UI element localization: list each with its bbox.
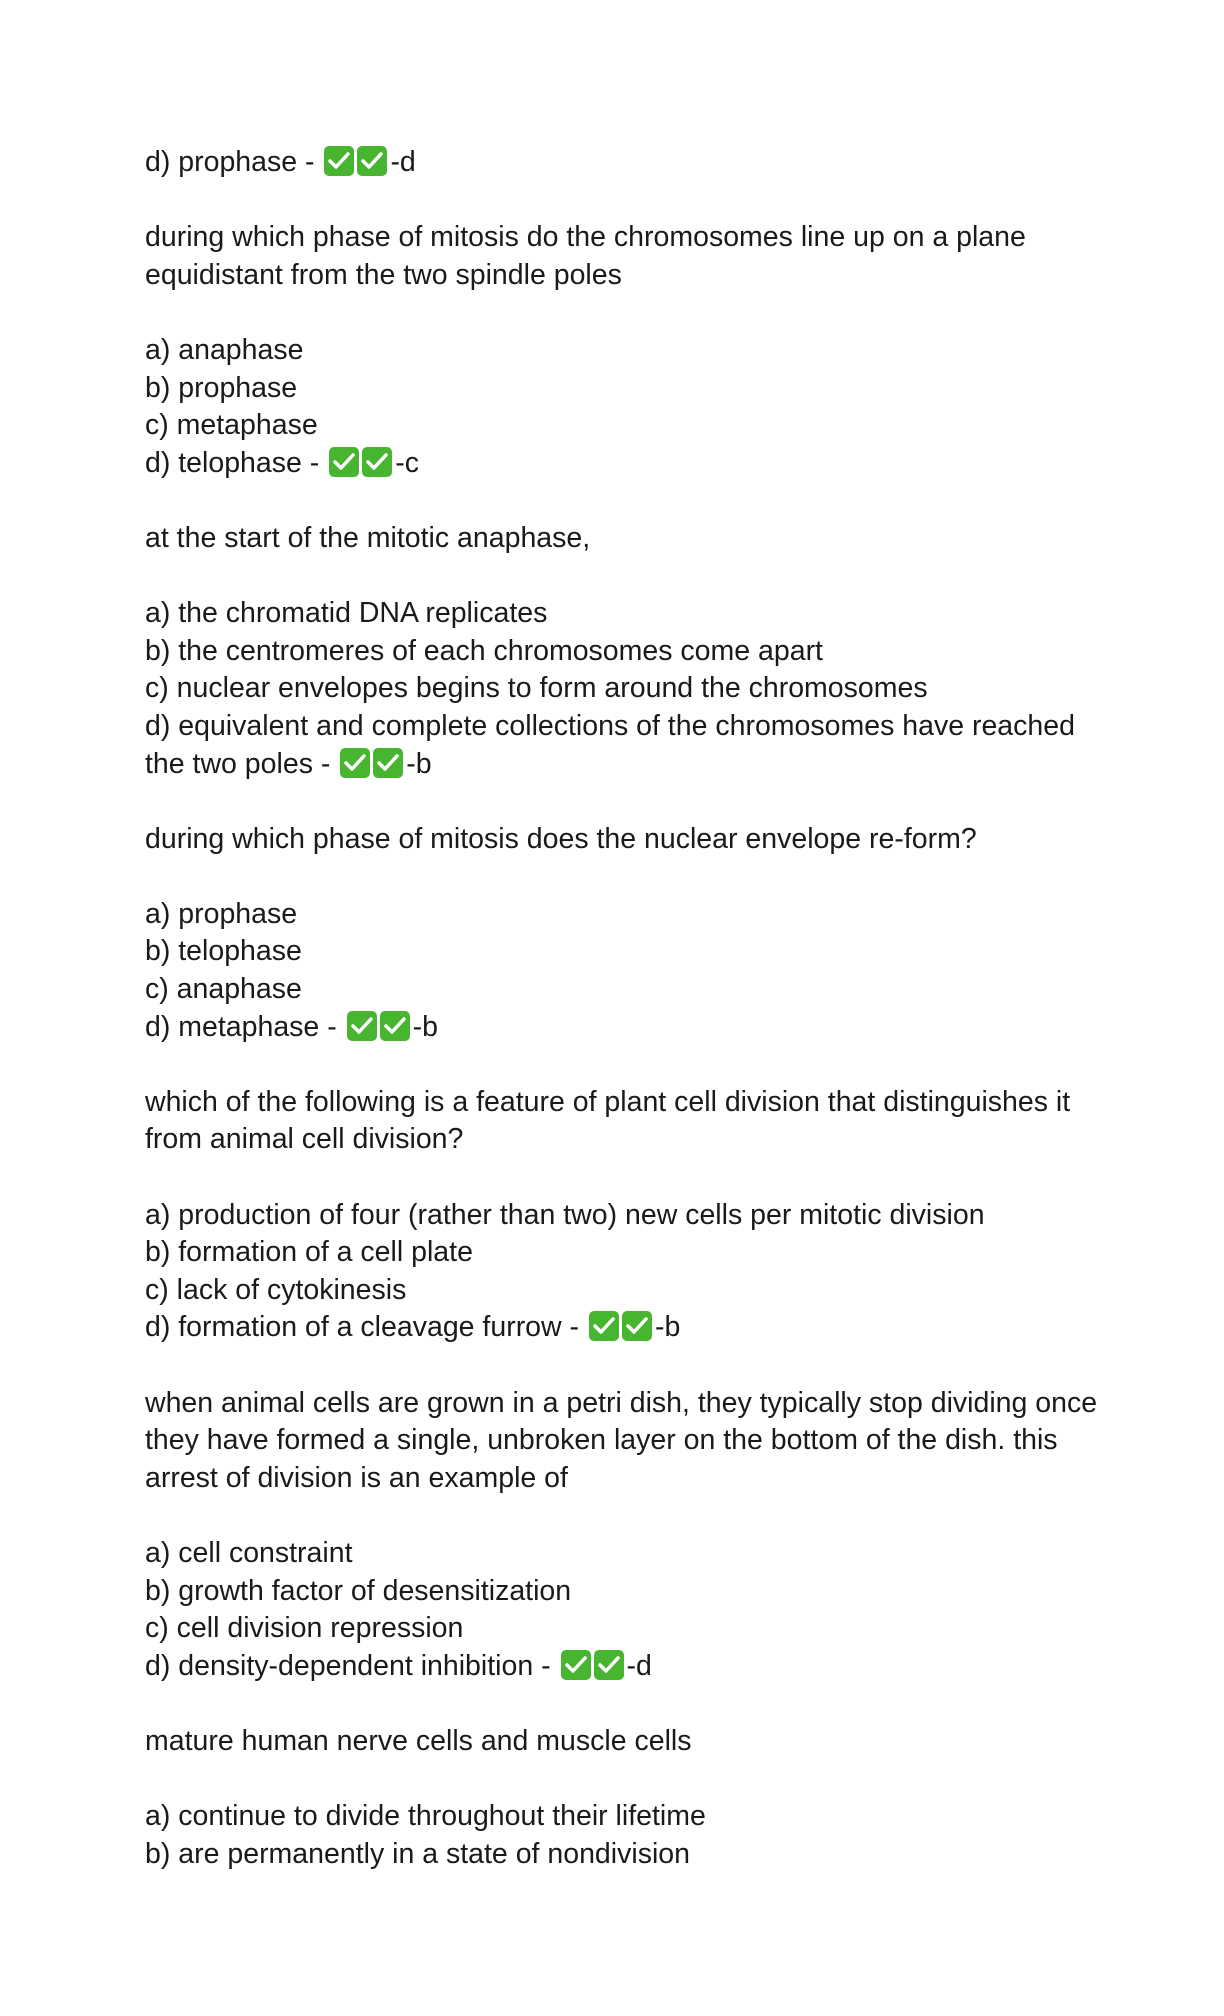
option-text: b) prophase	[145, 371, 298, 404]
option-text: b) formation of a cell plate	[145, 1236, 473, 1269]
answer-checks	[340, 746, 406, 784]
option-text: c) anaphase	[145, 973, 302, 1006]
question-text: from animal cell division?	[145, 1123, 464, 1156]
document-page	[145, 144, 1105, 1873]
option-text: c) lack of cytokinesis	[145, 1273, 407, 1306]
option-text: d) telophase -	[145, 446, 328, 479]
answer-key: -d	[626, 1649, 652, 1682]
option-text: d) density-dependent inhibition -	[145, 1649, 559, 1682]
answer-checks	[589, 1309, 655, 1347]
check-mark-icon	[340, 748, 370, 778]
answer-line	[145, 445, 1105, 483]
answer-checks	[329, 445, 395, 483]
answer-line	[145, 746, 1105, 784]
answer-checks	[561, 1648, 627, 1686]
check-mark-icon	[324, 146, 354, 176]
check-mark-icon	[347, 1011, 377, 1041]
question-text: at the start of the mitotic anaphase,	[145, 521, 591, 554]
option-text: d) metaphase -	[145, 1010, 345, 1043]
option-text: a) prophase	[145, 897, 298, 930]
option-text: a) cell constraint	[145, 1536, 353, 1569]
option-text: a) the chromatid DNA replicates	[145, 597, 548, 630]
option-text: d) equivalent and complete collections of the chromosomes have reached	[145, 709, 1075, 742]
option-text: d) formation of a cleavage furrow -	[145, 1311, 587, 1344]
answer-line	[145, 1309, 1105, 1347]
answer-checks	[324, 144, 390, 182]
check-mark-icon	[329, 447, 359, 477]
check-mark-icon	[357, 146, 387, 176]
option-text: b) the centromeres of each chromosomes come apart	[145, 634, 823, 667]
option-text: the two poles -	[145, 747, 339, 780]
check-mark-icon	[589, 1311, 619, 1341]
answer-key: -b	[412, 1010, 438, 1043]
answer-line	[145, 144, 1105, 182]
question-text: equidistant from the two spindle poles	[145, 258, 622, 291]
option-text: c) metaphase	[145, 409, 318, 442]
check-mark-icon	[594, 1650, 624, 1680]
check-mark-icon	[622, 1311, 652, 1341]
option-text: a) continue to divide throughout their lifetime	[145, 1800, 706, 1833]
question-text: during which phase of mitosis does the nuclear envelope re-form?	[145, 822, 977, 855]
check-mark-icon	[373, 748, 403, 778]
question-text: arrest of division is an example of	[145, 1461, 568, 1494]
answer-key: -d	[390, 146, 416, 178]
option-text: b) telophase	[145, 935, 302, 968]
answer-key: -b	[654, 1311, 681, 1344]
option-text: c) cell division repression	[145, 1612, 464, 1645]
check-mark-icon	[362, 447, 392, 477]
option-text: b) are permanently in a state of nondivision	[145, 1837, 690, 1870]
check-mark-icon	[561, 1650, 591, 1680]
option-text: d) prophase -	[145, 146, 323, 178]
question-text: during which phase of mitosis do the chromosomes line up on a plane	[145, 221, 1026, 254]
option-text: a) anaphase	[145, 333, 304, 366]
check-mark-icon	[380, 1011, 410, 1041]
option-text: b) growth factor of desensitization	[145, 1574, 572, 1607]
question-text: they have formed a single, unbroken layer on the bottom of the dish. this	[145, 1424, 1058, 1457]
answer-checks	[347, 1009, 413, 1047]
question-text: when animal cells are grown in a petri dish, they typically stop dividing once	[145, 1386, 1098, 1419]
option-text: a) production of four (rather than two) new cells per mitotic division	[145, 1198, 985, 1231]
answer-line	[145, 1009, 1105, 1047]
question-text: which of the following is a feature of plant cell division that distinguishes it	[145, 1085, 1071, 1118]
question-text: mature human nerve cells and muscle cells	[145, 1724, 692, 1757]
option-text: c) nuclear envelopes begins to form around the chromosomes	[145, 672, 928, 705]
answer-key: -c	[395, 446, 419, 479]
answer-key: -b	[406, 747, 432, 780]
answer-line	[145, 1648, 1105, 1686]
